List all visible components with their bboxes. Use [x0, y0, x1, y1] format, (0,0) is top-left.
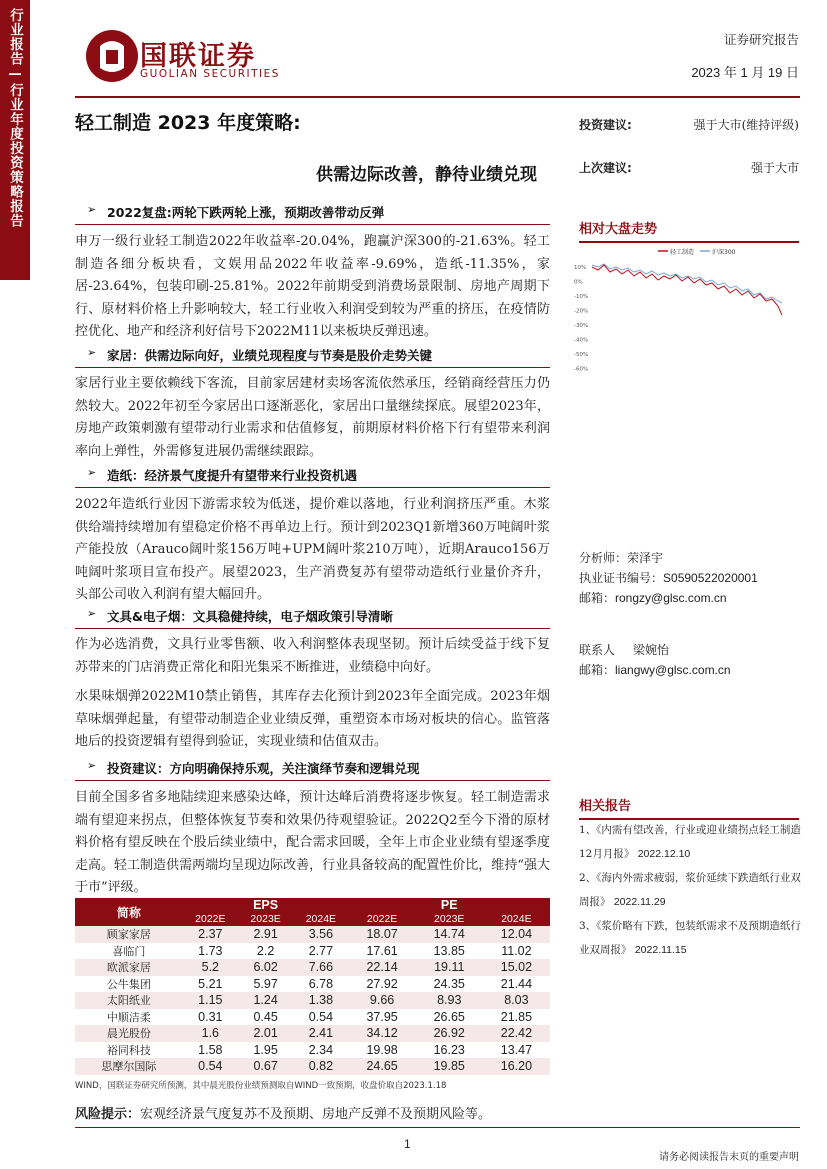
- table-row: [75, 926, 550, 943]
- section-heading: ➢ 投资建议：方向明确保持乐观，关注演绎节奏和逻辑兑现: [75, 756, 550, 781]
- pe-cell: 22.42: [483, 1025, 550, 1042]
- prev-rating-value: 强于大市: [750, 161, 799, 175]
- eps-cell: 1.15: [183, 992, 238, 1009]
- pe-cell: 34.12: [349, 1025, 416, 1042]
- eps-cell: 1.58: [198, 1042, 223, 1057]
- section-paragraph: 申万一级行业轻工制造2022年收益率-20.04%，跑赢沪深300的-21.63%。轻工制造各细分板块看，文娱用品2022年收益率-9.69%，造纸-11.35%，家居-23.64%，包装印刷-25.81%。2022年前期受到消费场景限制、房地产周期下行、原材料价格上升影响较大，轻工行业收入利润受到较为严重的挤压，在疫情防控优化、地产和经济利好信号下2022M11以来板块反弹迅速。: [75, 234, 550, 339]
- year-header: 2023E: [238, 912, 293, 926]
- related-report-item[interactable]: 2、《海内外需求疲弱，浆价延续下跌造纸行业双周报》 2022.11.29: [579, 872, 801, 908]
- y-tick-label: 10%: [574, 265, 587, 271]
- pe-cell: 27.92: [366, 976, 398, 991]
- report-title: 轻工制造 2023 年度策略:: [75, 112, 301, 134]
- document-type: 证券研究报告: [723, 32, 799, 47]
- arrow-icon: ➢: [87, 759, 97, 772]
- report-subtitle: 供需边际改善，静待业绩兑现: [316, 165, 537, 185]
- rating-label: 投资建议:: [579, 118, 632, 132]
- eps-cell: 1.6: [183, 1025, 238, 1042]
- pe-cell: 26.92: [416, 1025, 483, 1042]
- pe-cell: 24.35: [433, 976, 465, 991]
- eps-cell: 1.73: [198, 943, 223, 958]
- analyst-email-link[interactable]: rongzy@glsc.com.cn: [615, 591, 727, 605]
- valuation-table: [75, 898, 550, 1075]
- eps-cell: 2.91: [238, 926, 293, 943]
- pe-cell: 21.44: [500, 976, 533, 991]
- related-reports-list: [579, 818, 801, 962]
- company-name-cell: 思摩尔国际: [75, 1058, 183, 1075]
- eps-cell: 6.02: [238, 959, 293, 976]
- eps-cell: 5.21: [198, 976, 223, 991]
- eps-cell: 2.41: [293, 1025, 348, 1042]
- y-tick-label: -20%: [574, 308, 589, 315]
- contact-email-link[interactable]: liangwy@glsc.com.cn: [615, 663, 731, 677]
- eps-header: EPS: [183, 898, 349, 912]
- related-reports-title: 相关报告: [579, 795, 799, 820]
- eps-cell: 5.2: [183, 959, 238, 976]
- analyst-cert: 执业证书编号：S0590522020001: [579, 571, 758, 585]
- arrow-icon: ➢: [87, 346, 97, 359]
- pe-cell: 11.02: [501, 943, 532, 958]
- pe-cell: 8.03: [483, 992, 550, 1009]
- table-row: [75, 1058, 550, 1075]
- table-row: [75, 1042, 550, 1059]
- pe-cell: 16.23: [433, 1042, 465, 1057]
- company-name-cell: 顾家家居: [75, 926, 183, 943]
- eps-cell: 3.56: [293, 926, 348, 943]
- page-number: 1: [404, 1137, 411, 1151]
- series-industry-line: [592, 265, 782, 315]
- pe-cell: 19.98: [366, 1042, 398, 1057]
- table-row: [75, 1009, 550, 1026]
- eps-cell: 2.37: [183, 926, 238, 943]
- chart-title: 相对大盘走势: [579, 218, 799, 243]
- section-heading: ➢ 造纸：经济景气度提升有望带来行业投资机遇: [75, 463, 550, 488]
- table-source-note: WIND，国联证券研究所预测，其中晨光股份业绩预测取自WIND一致预期，收盘价取自2023.1.18: [75, 1081, 447, 1091]
- section-paragraph: 家居行业主要依赖线下客流，目前家居建材卖场客流依然承压，经销商经营压力仍然较大。2022年初至今家居出口逐渐恶化，家居出口量继续探底。展望2023年，房地产政策刺激有望带动行业需求和估值修复，前期原材料价格下行有望带来利润率向上弹性，外需修复进展仍需继续跟踪。: [75, 376, 550, 459]
- eps-cell: 0.31: [198, 1009, 223, 1024]
- company-name-cell: 中顺洁柔: [106, 1010, 151, 1024]
- analyst-name: 分析师：荣泽宇: [579, 551, 664, 565]
- eps-cell: 2.77: [308, 943, 334, 958]
- pe-cell: 13.85: [433, 943, 465, 958]
- arrow-icon: ➢: [87, 607, 97, 620]
- col-name-header: 简称: [75, 898, 183, 926]
- pe-cell: 13.47: [500, 1042, 533, 1057]
- pe-cell: 12.04: [483, 926, 550, 943]
- table-row: [75, 976, 550, 993]
- table-row: [75, 992, 550, 1009]
- eps-cell: 1.24: [238, 992, 293, 1009]
- year-header: 2024E: [483, 912, 550, 926]
- section-heading: ➢ 2022复盘:两轮下跌两轮上涨，预期改善带动反弹: [75, 200, 550, 225]
- relative-performance-chart: [572, 243, 800, 378]
- header-divider: [75, 96, 800, 98]
- company-name-cell: 欧派家居: [75, 959, 183, 976]
- risk-text: 宏观经济景气度复苏不及预期、房地产反弹不及预期风险等。: [140, 1107, 492, 1122]
- eps-cell: 2.01: [238, 1025, 293, 1042]
- y-tick-label: -30%: [574, 323, 589, 329]
- section-heading: ➢ 文具&电子烟：文具稳健持续，电子烟政策引导清晰: [75, 604, 550, 629]
- report-category-sidebar: 行业报告—行业年度投资策略报告: [0, 0, 30, 280]
- section-paragraph: 水果味烟弹2022M10禁止销售，其库存去化预计到2023年全面完成。2023年烟草味烟弹起量，有望带动制造企业业绩反弹，重塑资本市场对板块的信心。监管落地后的投资逻辑有望得到验证，实现业绩和估值双击。: [75, 689, 550, 749]
- analyst-email: 邮箱：rongzy@glsc.com.cn: [579, 591, 727, 605]
- eps-cell: 2.2: [256, 943, 275, 958]
- contact-name: 联系人 梁婉怡: [579, 643, 670, 657]
- eps-cell: 7.66: [293, 959, 348, 976]
- pe-cell: 16.20: [483, 1058, 550, 1075]
- eps-cell: 1.95: [253, 1042, 278, 1057]
- contact-email: 邮箱：liangwy@glsc.com.cn: [579, 663, 731, 677]
- pe-cell: 18.07: [349, 926, 416, 943]
- pe-cell: 22.14: [349, 959, 416, 976]
- company-name-cell: 太阳纸业: [75, 992, 183, 1009]
- pe-cell: 14.74: [416, 926, 483, 943]
- company-name-cell: 公牛集团: [106, 977, 151, 991]
- eps-cell: 0.67: [238, 1058, 293, 1075]
- section-paragraph: 2022年造纸行业因下游需求较为低迷，提价难以落地，行业利润挤压严重。木浆供给端持续增加有望稳定价格不再单边上行。预计到2023Q1新增360万吨阔叶浆产能投放（Arauco阔叶浆156万吨+UPM阔叶浆210万吨），近期Arauco156万吨阔叶浆项目宣布投产。展望2023，生产消费复苏有望带动造纸行业量价齐升，头部公司收入利润有望大幅回升。: [75, 497, 550, 602]
- eps-cell: 0.54: [308, 1009, 334, 1024]
- risk-label: 风险提示：: [75, 1107, 141, 1122]
- y-tick-label: -50%: [574, 352, 589, 358]
- year-header: 2022E: [183, 912, 238, 926]
- legend-index: 沪深300: [712, 249, 736, 256]
- eps-cell: 6.78: [308, 976, 334, 991]
- arrow-icon: ➢: [87, 466, 97, 479]
- logo-subtext: GUOLIAN SECURITIES: [140, 68, 280, 80]
- y-tick-label: -40%: [574, 337, 589, 344]
- eps-cell: 1.38: [293, 992, 348, 1009]
- eps-cell: 0.54: [183, 1058, 238, 1075]
- pe-cell: 8.93: [416, 992, 483, 1009]
- y-tick-label: -10%: [574, 294, 589, 300]
- risk-warning: [75, 1103, 491, 1122]
- table-row: [75, 1025, 550, 1042]
- pe-cell: 19.11: [416, 959, 483, 976]
- eps-cell: 0.45: [253, 1009, 278, 1024]
- related-report-item[interactable]: 1、《内需有望改善，行业或迎业绩拐点轻工制造12月月报》 2022.12.10: [579, 824, 801, 860]
- table-row: [75, 943, 550, 960]
- pe-cell: 24.65: [349, 1058, 416, 1075]
- company-name-cell: 裕同科技: [106, 1043, 151, 1057]
- eps-cell: 5.97: [253, 976, 278, 991]
- logo-icon: [84, 28, 144, 84]
- logo-text: 国联证券: [140, 41, 256, 72]
- year-header: 2023E: [416, 912, 483, 926]
- year-header: 2024E: [293, 912, 348, 926]
- company-name-cell: 喜临门: [112, 944, 146, 958]
- pe-header: PE: [349, 898, 550, 912]
- company-name-cell: 晨光股份: [75, 1025, 183, 1042]
- section-paragraph: 目前全国多省多地陆续迎来感染达峰，预计达峰后消费将逐步恢复。轻工制造需求端有望迎来拐点，但整体恢复节奏和效果仍待观望验证。2022Q2至今下滑的原材料价格有望反映在个股后续业绩中，配合需求回暖，全年上市企业业绩有望逐季度走高。轻工制造供需两端均呈现边际改善，行业具备较高的配置性价比，维持“强大于市”评级。: [75, 790, 550, 895]
- table-row: [75, 959, 550, 976]
- prev-rating-label: 上次建议:: [579, 161, 632, 175]
- report-date: 2023 年 1 月 19 日: [691, 65, 799, 80]
- y-tick-label: -60%: [574, 366, 589, 373]
- pe-cell: 26.65: [433, 1009, 465, 1024]
- pe-cell: 19.85: [416, 1058, 483, 1075]
- eps-cell: 2.34: [308, 1042, 334, 1057]
- section-paragraph: 作为必选消费，文具行业零售额、收入利润整体表现坚韧。预计后续受益于线下复苏带来的门店消费正常化和阳光集采不断推进，业绩稳中向好。: [75, 637, 550, 675]
- footer-divider: [75, 1127, 800, 1128]
- pe-cell: 21.85: [500, 1009, 533, 1024]
- pe-cell: 9.66: [349, 992, 416, 1009]
- arrow-icon: ➢: [87, 203, 97, 216]
- legend-industry: 轻工制造: [670, 249, 695, 256]
- pe-cell: 17.61: [366, 943, 398, 958]
- rating-value: 强于大市(维持评级): [693, 118, 799, 132]
- section-heading: ➢ 家居：供需边际向好，业绩兑现程度与节奏是股价走势关键: [75, 343, 550, 368]
- y-tick-label: 0%: [574, 279, 583, 286]
- disclaimer: 请务必阅读报告末页的重要声明: [659, 1152, 799, 1163]
- year-header: 2022E: [349, 912, 416, 926]
- pe-cell: 15.02: [483, 959, 550, 976]
- related-report-item[interactable]: 3、《浆价略有下跌，包装纸需求不及预期造纸行业双周报》 2022.11.15: [579, 920, 801, 956]
- pe-cell: 37.95: [366, 1009, 398, 1024]
- eps-cell: 0.82: [293, 1058, 348, 1075]
